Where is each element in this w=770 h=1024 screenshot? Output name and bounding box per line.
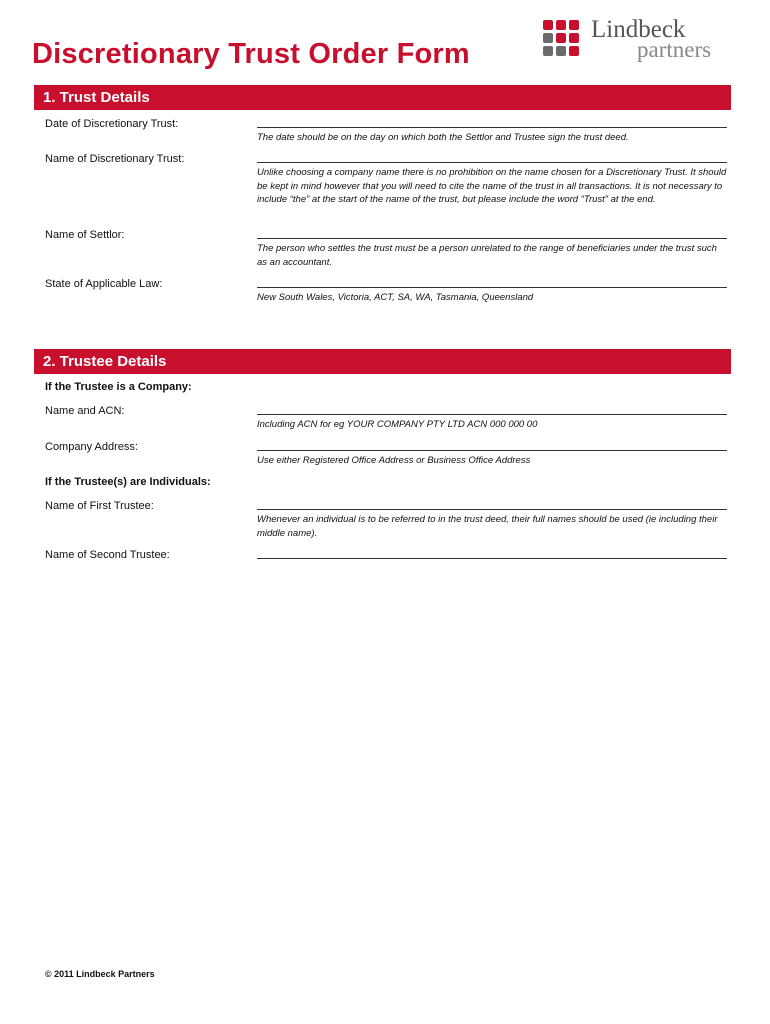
name-and-acn-field[interactable] (257, 414, 727, 415)
first-trustee-label: Name of First Trustee: (45, 500, 154, 512)
logo-word-partners: partners (637, 37, 712, 62)
footer-copyright: © 2011 Lindbeck Partners (45, 969, 155, 979)
logo (543, 16, 738, 64)
section-heading-trust-details: 1. Trust Details (34, 85, 731, 110)
second-trustee-label: Name of Second Trustee: (45, 549, 170, 561)
logo-word-lindbeck: Lindbeck (591, 16, 686, 43)
company-address-hint: Use either Registered Office Address or Business Office Address (257, 455, 531, 466)
logo-mark-icon (543, 20, 583, 60)
first-trustee-field[interactable] (257, 509, 727, 510)
name-and-acn-label: Name and ACN: (45, 405, 125, 417)
settlor-name-label: Name of Settlor: (45, 229, 125, 241)
date-of-trust-hint: The date should be on the day on which both the Settlor and Trustee sign the trust deed. (257, 132, 629, 143)
date-of-trust-label: Date of Discretionary Trust: (45, 118, 179, 130)
page-title: Discretionary Trust Order Form (32, 38, 470, 70)
settlor-name-field[interactable] (257, 238, 727, 239)
trust-name-field[interactable] (257, 162, 727, 163)
company-address-field[interactable] (257, 450, 727, 451)
applicable-law-field[interactable] (257, 287, 727, 288)
company-address-label: Company Address: (45, 441, 138, 453)
first-trustee-hint: Whenever an individual is to be referred to in the trust deed, their full names should be used (ie including their middle name). (257, 514, 718, 539)
trust-name-hint: Unlike choosing a company name there is no prohibition on the name chosen for a Discretionary Trust. It should be kept in mind however that you will need to cite the name of the trust in all transactions. It is not necessary to include “the” at the start of the name of the trust, but please include the word “Trust” at the end. (257, 167, 727, 205)
name-and-acn-hint: Including ACN for eg YOUR COMPANY PTY LTD ACN 000 000 00 (257, 419, 538, 430)
trust-name-label: Name of Discretionary Trust: (45, 153, 185, 165)
section-heading-trustee-details: 2. Trustee Details (34, 349, 731, 374)
individuals-subheading: If the Trustee(s) are Individuals: (45, 476, 211, 488)
second-trustee-field[interactable] (257, 558, 727, 559)
settlor-name-hint: The person who settles the trust must be a person unrelated to the range of beneficiaries under the trust such as an accountant. (257, 243, 717, 268)
applicable-law-label: State of Applicable Law: (45, 278, 163, 290)
company-subheading: If the Trustee is a Company: (45, 381, 192, 393)
applicable-law-hint: New South Wales, Victoria, ACT, SA, WA, Tasmania, Queensland (257, 292, 534, 303)
date-of-trust-field[interactable] (257, 127, 727, 128)
